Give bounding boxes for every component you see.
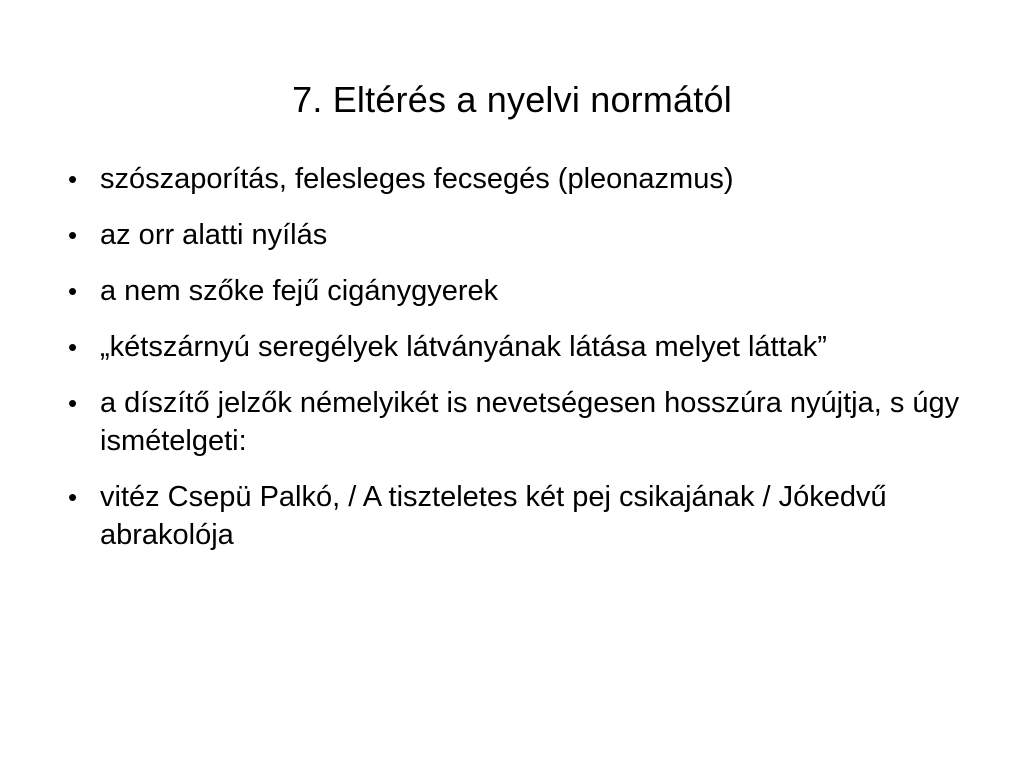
bullet-text: a nem szőke fejű cigánygyerek	[100, 275, 499, 307]
slide-title: 7. Eltérés a nyelvi normától	[292, 79, 732, 121]
list-item	[64, 160, 964, 198]
bullet-text: az orr alatti nyílás	[100, 219, 328, 251]
bullet-icon: •	[68, 482, 78, 512]
list-item	[64, 384, 964, 460]
bullet-icon: •	[68, 276, 78, 306]
bullet-list	[64, 160, 964, 572]
bullet-icon: •	[68, 388, 78, 418]
bullet-text: vitéz Csepü Palkó, / A tiszteletes két pej csikajának / Jókedvű abrakolója	[100, 481, 887, 551]
list-item	[64, 216, 964, 254]
bullet-icon: •	[68, 332, 78, 362]
bullet-text: a díszítő jelzők némelyikét is nevetségesen hosszúra nyújtja, s úgy ismételgeti:	[100, 387, 960, 457]
list-item	[64, 328, 964, 366]
bullet-icon: •	[68, 164, 78, 194]
bullet-icon: •	[68, 220, 78, 250]
list-item	[64, 272, 964, 310]
bullet-text: „kétszárnyú seregélyek látványának látása melyet láttak”	[100, 331, 827, 363]
list-item	[64, 478, 964, 554]
bullet-text: szószaporítás, felesleges fecsegés (pleonazmus)	[100, 163, 734, 195]
